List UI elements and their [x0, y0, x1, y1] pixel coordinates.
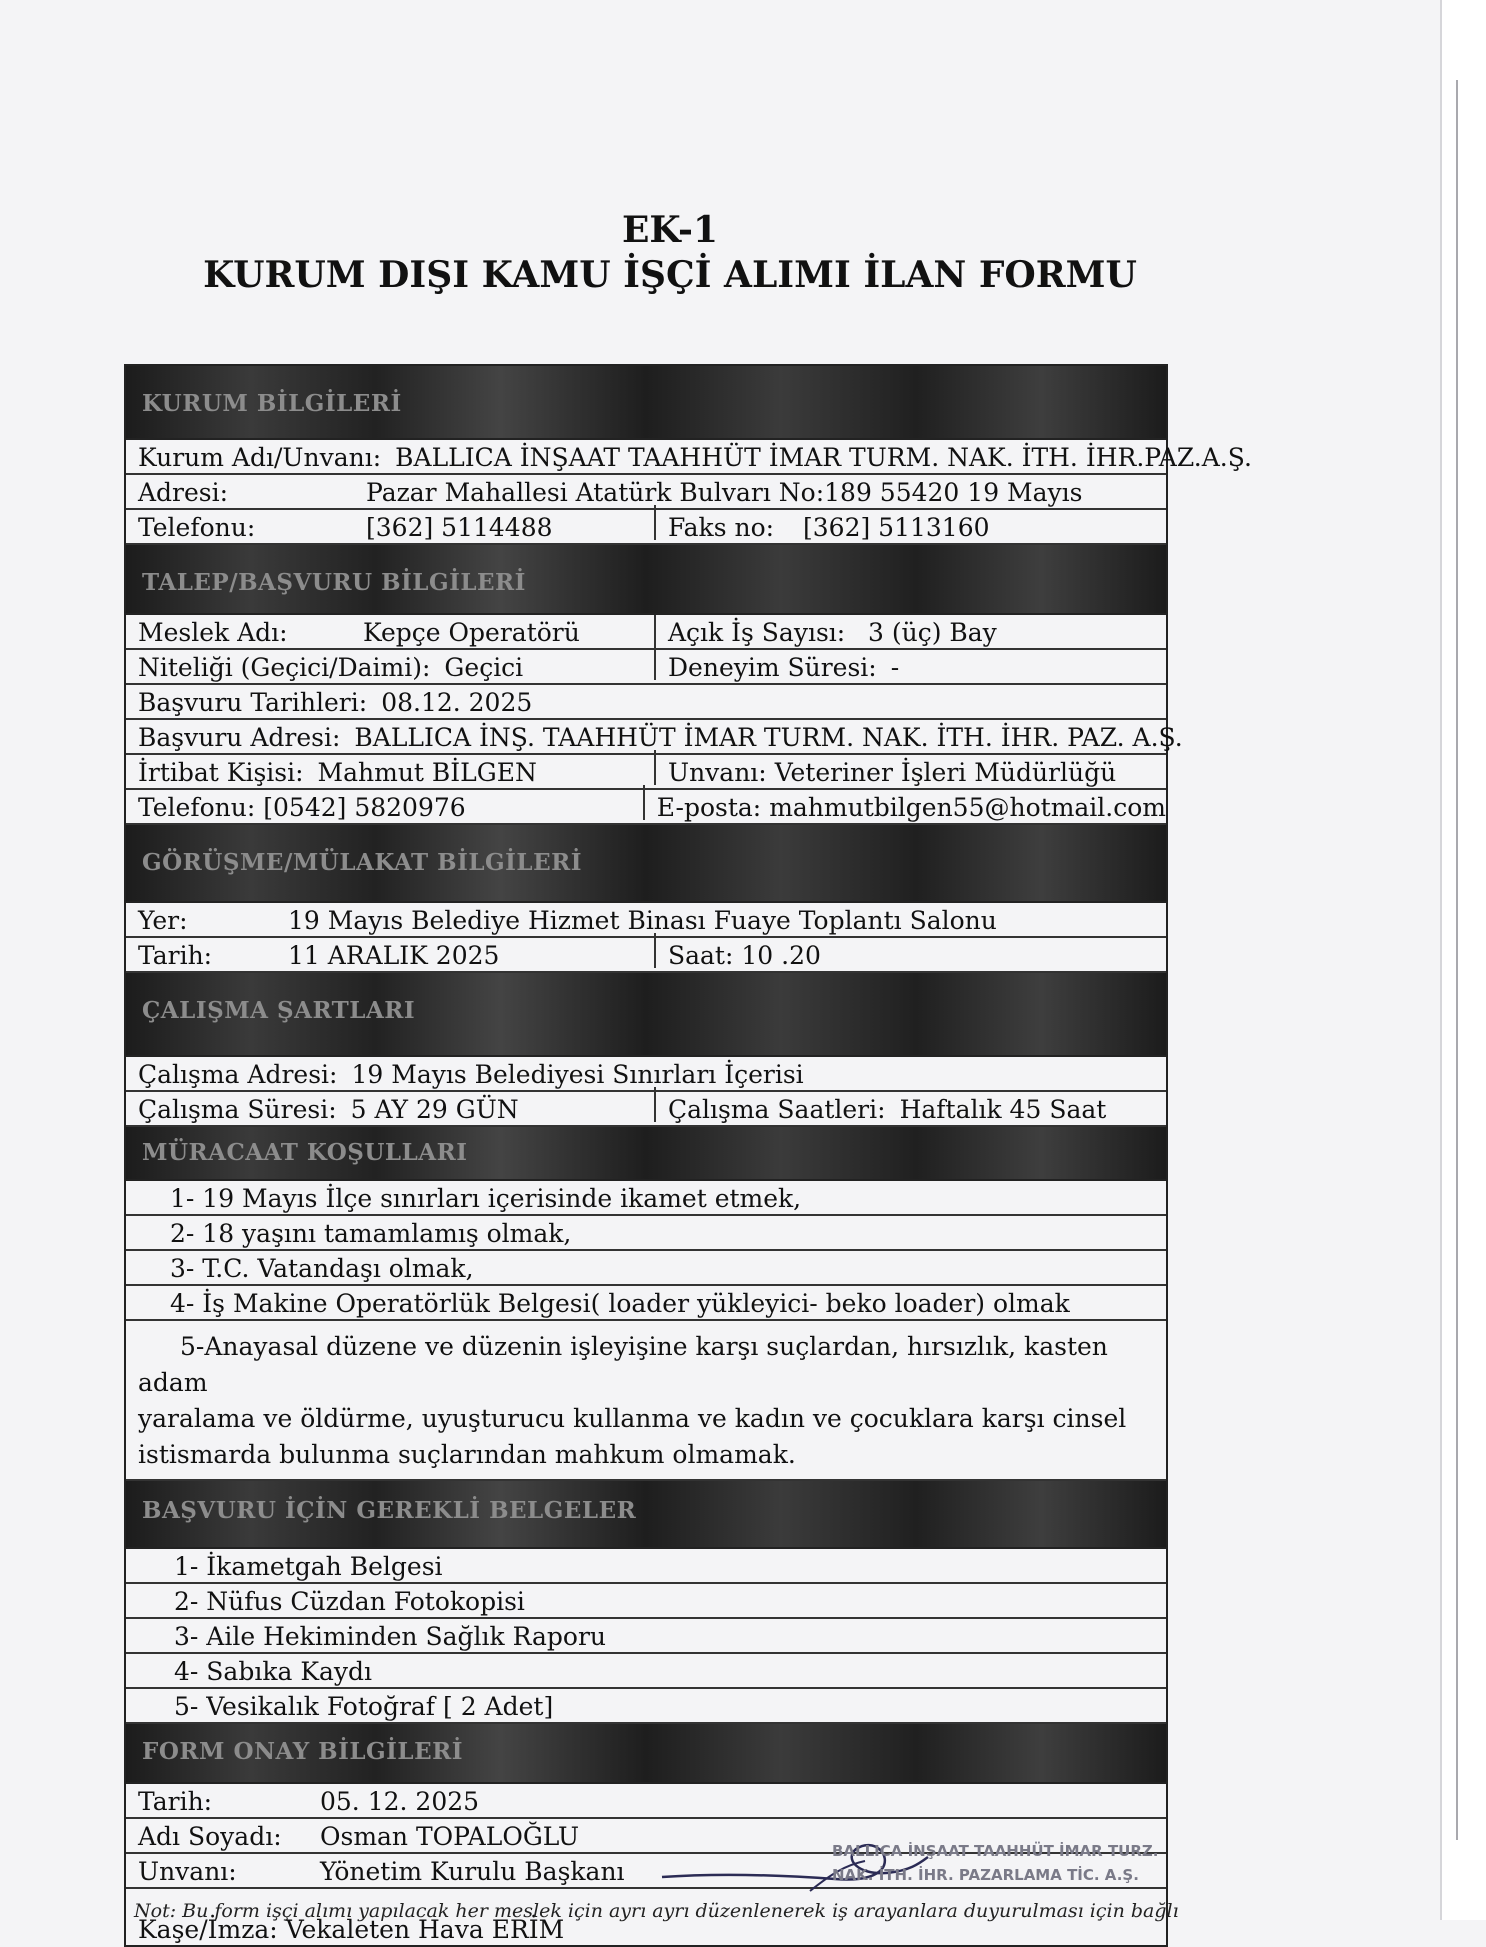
talep-meslek-label: Meslek Adı: [138, 618, 288, 647]
kurum-adres-label: Adresi: [138, 478, 229, 507]
talep-eposta-label: E-posta: [656, 793, 762, 822]
talep-eposta-value: mahmutbilgen55@hotmail.com [769, 793, 1166, 822]
footnote: Not: Bu form işçi alımı yapılacak her meslek için ayrı ayrı düzenlenerek iş arayanlara duyurulması için bağlı [134, 1900, 1179, 1922]
calisma-adres-value: 19 Mayıs Belediyesi Sınırları İçerisi [351, 1060, 804, 1089]
calisma-saat-value: Haftalık 45 Saat [899, 1095, 1107, 1124]
gorusme-tarih-row [126, 938, 1166, 973]
paper-edge-line [1456, 80, 1458, 1840]
form-code: EK-1 [621, 209, 719, 251]
muracaat-item [126, 1251, 1166, 1286]
calisma-sure-label: Çalışma Süresi: [138, 1095, 337, 1124]
talep-tarih-row [126, 685, 1166, 720]
talep-irtibat-value: Mahmut BİLGEN [317, 758, 537, 787]
section-belgeler [126, 1481, 1166, 1549]
section-muracaat-title: MÜRACAAT KOŞULLARI [142, 1139, 468, 1166]
talep-irtibat-label: İrtibat Kişisi: [138, 758, 304, 787]
section-calisma [126, 973, 1166, 1057]
gorusme-yer-value: 19 Mayıs Belediye Hizmet Binası Fuaye Toplantı Salonu [288, 906, 997, 935]
muracaat-item [126, 1216, 1166, 1251]
gorusme-tarih-value: 11 ARALIK 2025 [288, 941, 500, 970]
belge-item-2: 2- Nüfus Cüzdan Fotokopisi [174, 1587, 525, 1616]
kurum-telefon-row [126, 510, 1166, 545]
section-onay-title: FORM ONAY BİLGİLERİ [142, 1738, 463, 1765]
onay-ad-label: Adı Soyadı: [138, 1822, 282, 1851]
talep-telefon-label: Telefonu: [138, 793, 256, 822]
muracaat-item-5 [126, 1321, 1166, 1481]
section-kurum [126, 366, 1166, 440]
kurum-adi-row [126, 440, 1252, 475]
talep-nitelik-label: Niteliği (Geçici/Daimi): [138, 653, 431, 682]
belge-item [126, 1654, 1166, 1689]
muracaat-item-3: 3- T.C. Vatandaşı olmak, [170, 1254, 474, 1283]
onay-tarih-row [126, 1784, 1166, 1819]
section-belgeler-title: BAŞVURU İÇİN GEREKLİ BELGELER [142, 1497, 637, 1524]
gorusme-yer-label: Yer: [138, 906, 188, 935]
onay-ad-value: Osman TOPALOĞLU [320, 1822, 580, 1851]
section-calisma-title: ÇALIŞMA ŞARTLARI [142, 997, 416, 1024]
title-block [0, 208, 1340, 298]
onay-kase-label: Kaşe/İmza: [138, 1915, 278, 1944]
kurum-adi-value: BALLICA İNŞAAT TAAHHÜT İMAR TURM. NAK. İTH. İHR.PAZ.A.Ş. [395, 443, 1252, 472]
kurum-telefon-value: [362] 5114488 [366, 513, 553, 542]
kurum-telefon-label: Telefonu: [138, 513, 256, 542]
section-gorusme-title: GÖRÜŞME/MÜLAKAT BİLGİLERİ [142, 849, 582, 876]
belge-item [126, 1549, 1166, 1584]
section-onay [126, 1724, 1166, 1784]
talep-nitelik-value: Geçici [444, 653, 524, 682]
section-talep [126, 545, 1166, 615]
kurum-adres-value: Pazar Mahallesi Atatürk Bulvarı No:189 55420 19 Mayıs [366, 478, 1083, 507]
talep-acik-is-label: Açık İş Sayısı: [668, 618, 846, 647]
section-muracaat [126, 1127, 1166, 1181]
belge-item-3: 3- Aile Hekiminden Sağlık Raporu [174, 1622, 607, 1651]
muracaat-item-4: 4- İş Makine Operatörlük Belgesi( loader yükleyici- beko loader) olmak [170, 1289, 1070, 1318]
talep-acik-is-value: 3 (üç) Bay [868, 618, 997, 647]
talep-unvan-label: Unvanı: [668, 758, 767, 787]
talep-telefon-row [126, 790, 1166, 825]
calisma-sure-value: 5 AY 29 GÜN [350, 1095, 519, 1124]
stamp-line-1: BALLICA İNŞAAT TAAHHÜT İMAR TURZ. [832, 1842, 1159, 1860]
kurum-adi-label: Kurum Adı/Unvanı: [138, 443, 382, 472]
talep-adres-value: BALLICA İNŞ. TAAHHÜT İMAR TURM. NAK. İTH. İHR. PAZ. A.Ş. [354, 723, 1183, 752]
muracaat-item [126, 1286, 1166, 1321]
kurum-faks-label: Faks no: [668, 513, 775, 542]
gorusme-saat-value: 10 .20 [741, 941, 821, 970]
belge-item [126, 1584, 1166, 1619]
calisma-saat-label: Çalışma Saatleri: [668, 1095, 886, 1124]
kurum-faks-value: [362] 5113160 [803, 513, 990, 542]
talep-tarih-value: 08.12. 2025 [381, 688, 533, 717]
muracaat-item-2: 2- 18 yaşını tamamlamış olmak, [170, 1219, 572, 1248]
talep-nitelik-row [126, 650, 1166, 685]
muracaat-item-5-line-2: yaralama ve öldürme, uyuşturucu kullanma ve kadın ve çocuklara karşı cinsel [138, 1404, 1127, 1433]
stamp-line-2: NAK. İTH. İHR. PAZARLAMA TİC. A.Ş. [832, 1866, 1139, 1884]
belge-item [126, 1689, 1166, 1724]
section-kurum-title: KURUM BİLGİLERİ [142, 390, 402, 417]
onay-tarih-value: 05. 12. 2025 [320, 1787, 480, 1816]
talep-telefon-value: [0542] 5820976 [263, 793, 466, 822]
gorusme-tarih-label: Tarih: [138, 941, 213, 970]
talep-deneyim-value: - [890, 653, 900, 682]
muracaat-item-1: 1- 19 Mayıs İlçe sınırları içerisinde ikamet etmek, [170, 1184, 802, 1213]
talep-tarih-label: Başvuru Tarihleri: [138, 688, 368, 717]
muracaat-item [126, 1181, 1166, 1216]
belge-item [126, 1619, 1166, 1654]
form-title: KURUM DIŞI KAMU İŞÇİ ALIMI İLAN FORMU [203, 254, 1137, 296]
onay-kase-value: Vekaleten Hava ERİM [285, 1915, 565, 1944]
paper-edge [1440, 0, 1486, 1920]
talep-meslek-value: Kepçe Operatörü [363, 618, 580, 647]
onay-tarih-label: Tarih: [138, 1787, 213, 1816]
form-table [124, 364, 1252, 1947]
section-gorusme [126, 825, 1166, 903]
company-stamp [818, 1834, 1158, 1906]
belge-item-5: 5- Vesikalık Fotoğraf [ 2 Adet] [174, 1692, 554, 1721]
belge-item-1: 1- İkametgah Belgesi [174, 1552, 443, 1581]
calisma-sure-row [126, 1092, 1166, 1127]
talep-unvan-value: Veteriner İşleri Müdürlüğü [774, 758, 1117, 787]
muracaat-item-5-line-3: istismarda bulunma suçlarından mahkum olmamak. [138, 1440, 796, 1469]
muracaat-item-5-line-1: 5-Anayasal düzene ve düzenin işleyişine karşı suçlardan, hırsızlık, kasten adam [138, 1332, 1108, 1397]
section-talep-title: TALEP/BAŞVURU BİLGİLERİ [142, 569, 526, 596]
gorusme-saat-label: Saat: [668, 941, 734, 970]
belge-item-4: 4- Sabıka Kaydı [174, 1657, 373, 1686]
calisma-adres-label: Çalışma Adresi: [138, 1060, 338, 1089]
talep-adres-label: Başvuru Adresi: [138, 723, 341, 752]
onay-unvan-value: Yönetim Kurulu Başkanı [320, 1857, 625, 1886]
talep-deneyim-label: Deneyim Süresi: [668, 653, 877, 682]
onay-unvan-label: Unvanı: [138, 1857, 237, 1886]
